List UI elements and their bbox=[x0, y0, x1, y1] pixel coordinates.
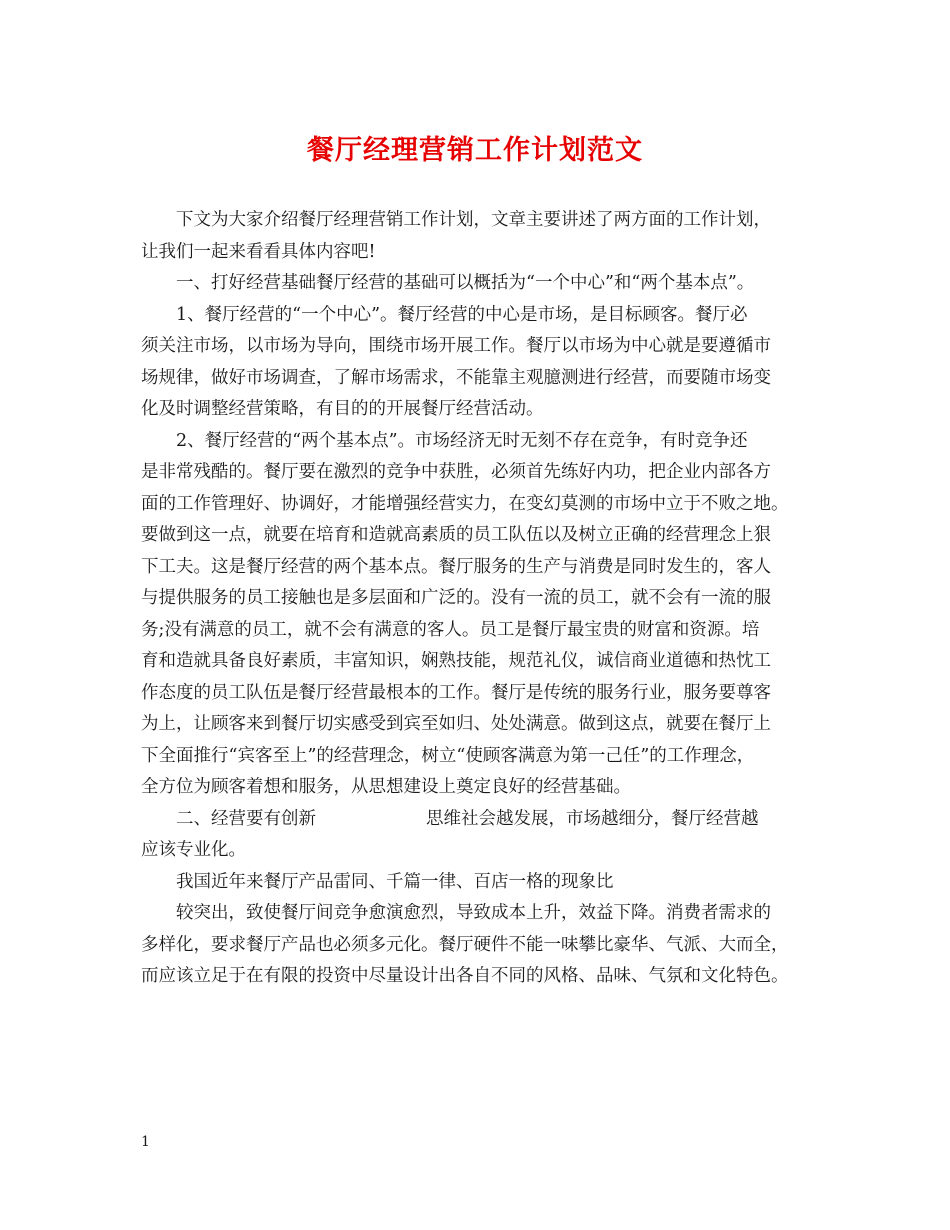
paragraph-line: 务;没有满意的员工，就不会有满意的客人。员工是餐厅最宝贵的财富和资源。培 bbox=[141, 619, 760, 640]
paragraph-line bbox=[141, 804, 831, 836]
paragraph-line: 面的工作管理好、协调好，才能增强经营实力，在变幻莫测的市场中立于不败之地。 bbox=[141, 493, 789, 514]
document-title: 餐厅经理营销工作计划范文 bbox=[307, 135, 643, 166]
paragraph-line: 让我们一起来看看具体内容吧! bbox=[141, 241, 376, 262]
paragraph-line: 下工夫。这是餐厅经营的两个基本点。餐厅服务的生产与消费是同时发生的，客人 bbox=[141, 556, 771, 577]
paragraph-line: 较突出，致使餐厅间竞争愈演愈烈，导致成本上升，效益下降。消费者需求的 bbox=[176, 903, 771, 923]
paragraph-line: 2、餐厅经营的“两个基本点”。市场经济无时无刻不存在竞争，有时竞争还 bbox=[176, 430, 748, 451]
paragraph-line: 下全面推行“宾客至上”的经营理念，树立“使顾客满意为第一己任”的工作理念， bbox=[141, 745, 755, 766]
paragraph-line: 应该专业化。 bbox=[141, 840, 246, 860]
document-body bbox=[141, 205, 831, 993]
paragraph-line: 与提供服务的员工接触也是多层面和广泛的。没有一流的员工，就不会有一流的服 bbox=[141, 588, 771, 608]
paragraph-line: 场规律，做好市场调查，了解市场需求，不能靠主观臆测进行经营，而要随市场变 bbox=[141, 367, 771, 388]
paragraph-line: 是非常残酷的。餐厅要在激烈的竞争中获胜，必须首先练好内功，把企业内部各方 bbox=[141, 462, 771, 482]
paragraph-line: 要做到这一点，就要在培育和造就高素质的员工队伍以及树立正确的经营理念上狠 bbox=[141, 525, 771, 545]
paragraph-line: 为上，让顾客来到餐厅切实感受到宾至如归、处处满意。做到这点，就要在餐厅上 bbox=[141, 714, 771, 734]
page-number: 1 bbox=[141, 1134, 150, 1150]
paragraph-line: 1、餐厅经营的“一个中心”。餐厅经营的中心是市场，是目标顾客。餐厅必 bbox=[176, 304, 748, 325]
paragraph-line: 须关注市场，以市场为导向，围绕市场开展工作。餐厅以市场为中心就是要遵循市 bbox=[141, 336, 771, 356]
paragraph-line: 育和造就具备良好素质，丰富知识，娴熟技能，规范礼仪，诚信商业道德和热忱工 bbox=[141, 651, 771, 671]
paragraph-line: 全方位为顾客着想和服务，从思想建设上奠定良好的经营基础。 bbox=[141, 777, 631, 797]
paragraph-line: 作态度的员工队伍是餐厅经营最根本的工作。餐厅是传统的服务行业，服务要尊客 bbox=[141, 682, 771, 703]
paragraph-line: 多样化，要求餐厅产品也必须多元化。餐厅硬件不能一味攀比豪华、气派、大而全， bbox=[141, 934, 789, 955]
paragraph-line: 一、打好经营基础餐厅经营的基础可以概括为“一个中心”和“两个基本点”。 bbox=[176, 273, 755, 293]
paragraph-line: 我国近年来餐厅产品雷同、千篇一律、百店一格的现象比 bbox=[176, 871, 614, 892]
section-heading: 二、经营要有创新 bbox=[176, 808, 316, 829]
paragraph-text: 思维社会越发展，市场越细分，餐厅经营越 bbox=[426, 808, 759, 829]
paragraph-line: 下文为大家介绍餐厅经理营销工作计划，文章主要讲述了两方面的工作计划， bbox=[176, 210, 771, 230]
paragraph-line: 而应该立足于在有限的投资中尽量设计出各自不同的风格、品味、气氛和文化特色。 bbox=[141, 966, 789, 986]
paragraph-line: 化及时调整经营策略，有目的的开展餐厅经营活动。 bbox=[141, 399, 544, 419]
